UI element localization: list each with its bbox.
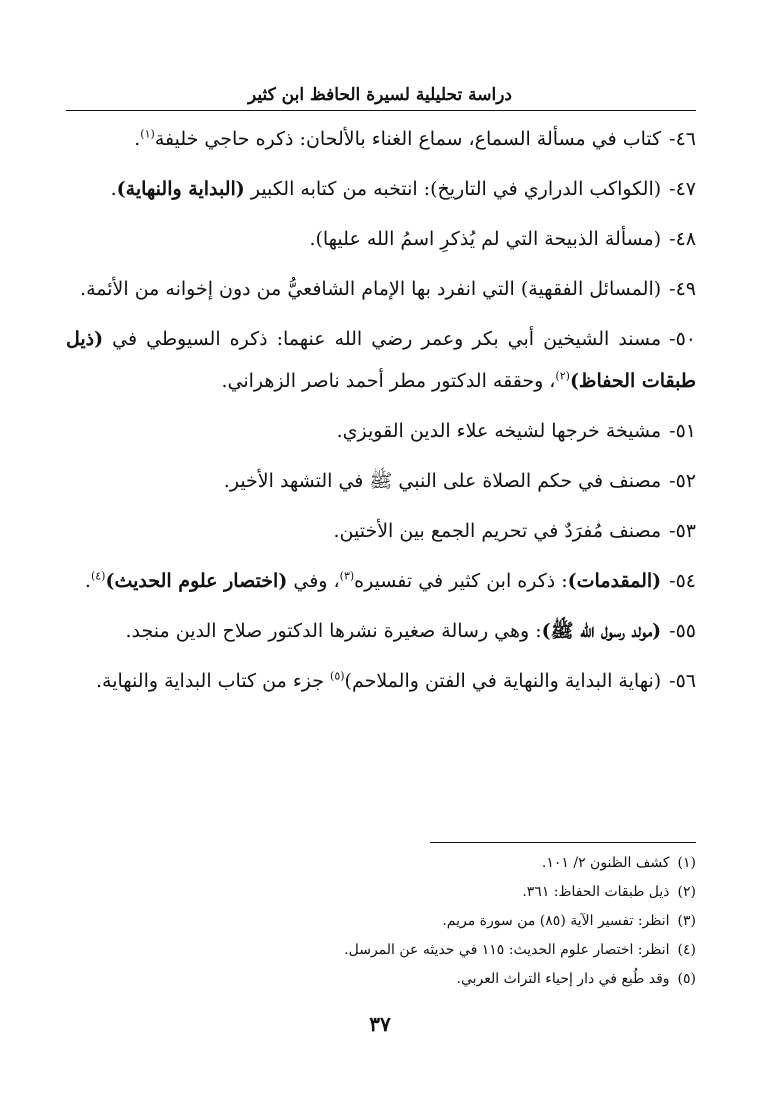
footnote-ref: (٥) [330,669,345,683]
page-number: ٣٧ [369,1012,391,1036]
entry-number: ٥٦- [669,670,696,692]
entry-number: ٤٩- [669,278,696,300]
entry-50 [66,318,696,402]
footnote-text: وقد طُبع في دار إحياء التراث العربي. [456,971,670,987]
entry-56 [66,660,696,702]
book-title: (البداية والنهاية) [116,178,245,200]
footnote-ref: (٣) [339,569,355,583]
entry-number: ٥١- [669,420,696,442]
footnote-mark: (٤) [677,942,696,958]
entry-text: مشيخة خرجها لشيخه علاء الدين القويزي. [336,420,662,442]
book-title: (مولد رسول الله ﷺ) [541,620,662,642]
footnote-ref: (١) [140,127,155,141]
footnote-1 [66,849,696,878]
entry-text: . [134,128,141,150]
entry-text: مصنف في حكم الصلاة على النبي ﷺ في التشهد الأخير. [223,470,662,492]
running-header: دراسة تحليلية لسيرة الحافظ ابن كثير [248,85,512,105]
footnote-divider [430,842,696,843]
bibliography-list [66,118,696,710]
entry-number: ٤٦- [669,128,696,150]
footnote-mark: (١) [677,855,696,871]
footnote-ref: (٤) [90,569,106,583]
footnote-text: ذيل طبقات الحفاظ: ٣٦١. [522,884,670,900]
book-title: (المقدمات) [567,570,662,592]
footnote-mark: (٣) [677,913,696,929]
entry-51 [66,410,696,452]
entry-text: : ذكره ابن كثير في تفسيره [354,570,568,592]
entry-number: ٤٧- [669,178,696,200]
entry-text: . [110,178,117,200]
book-title: (ذيل طبقات الحفاظ) [66,328,696,392]
entry-text: (مسألة الذبيحة التي لم يُذكرِ اسمُ الله عليها). [309,228,662,250]
entry-text: (نهاية البداية والنهاية في الفتن والملاحم) [344,670,662,692]
entry-text: (المسائل الفقهية) التي انفرد بها الإمام الشافعيُّ من دون إخوانه من الأئمة. [80,278,662,300]
entry-number: ٥٢- [669,470,696,492]
entry-46 [66,118,696,160]
entry-text: (الكواكب الدراري في التاريخ): انتخبه من كتابه الكبير [244,178,662,200]
footnote-4 [66,936,696,965]
footnote-mark: (٥) [677,971,696,987]
entry-47 [66,168,696,210]
footnote-mark: (٢) [677,884,696,900]
entry-text: جزء من كتاب البداية والنهاية. [96,670,331,692]
entry-55 [66,610,696,652]
entry-number: ٥٥- [669,620,696,642]
entry-number: ٥٣- [669,520,696,542]
entry-text: كتاب في مسألة السماع، سماع الغناء بالألحان: ذكره حاجي خليفة [154,128,662,150]
entry-number: ٥٤- [669,570,696,592]
footnote-5 [66,965,696,994]
footnote-ref: (٢) [555,369,570,383]
entry-text: : وهي رسالة صغيرة نشرها الدكتور صلاح الدين منجد. [125,620,542,642]
book-title: (اختصار علوم الحديث) [105,570,288,592]
footnote-2 [66,878,696,907]
footnote-text: كشف الظنون ٢/ ١٠١. [541,855,670,871]
footnote-3 [66,907,696,936]
entry-text: مصنف مُفرَدٌ في تحريم الجمع بين الأختين. [333,520,662,542]
footnotes [66,849,696,994]
entry-text: . [84,570,91,592]
entry-text: مسند الشيخين أبي بكر وعمر رضي الله عنهما: ذكره السيوطي في [103,328,662,350]
footnote-text: انظر: اختصار علوم الحديث: ١١٥ في حديثه عن المرسل. [344,942,670,958]
entry-49 [66,268,696,310]
entry-48 [66,218,696,260]
entry-number: ٥٠- [669,328,696,350]
entry-53 [66,510,696,552]
entry-54 [66,560,696,602]
entry-number: ٤٨- [669,228,696,250]
header-divider [66,110,696,111]
footnote-text: انظر: تفسير الآية (٨٥) من سورة مريم. [442,913,670,929]
entry-52 [66,460,696,502]
entry-text: ، وحققه الدكتور مطر أحمد ناصر الزهراني. [221,370,556,392]
entry-text: ، وفي [287,570,340,592]
